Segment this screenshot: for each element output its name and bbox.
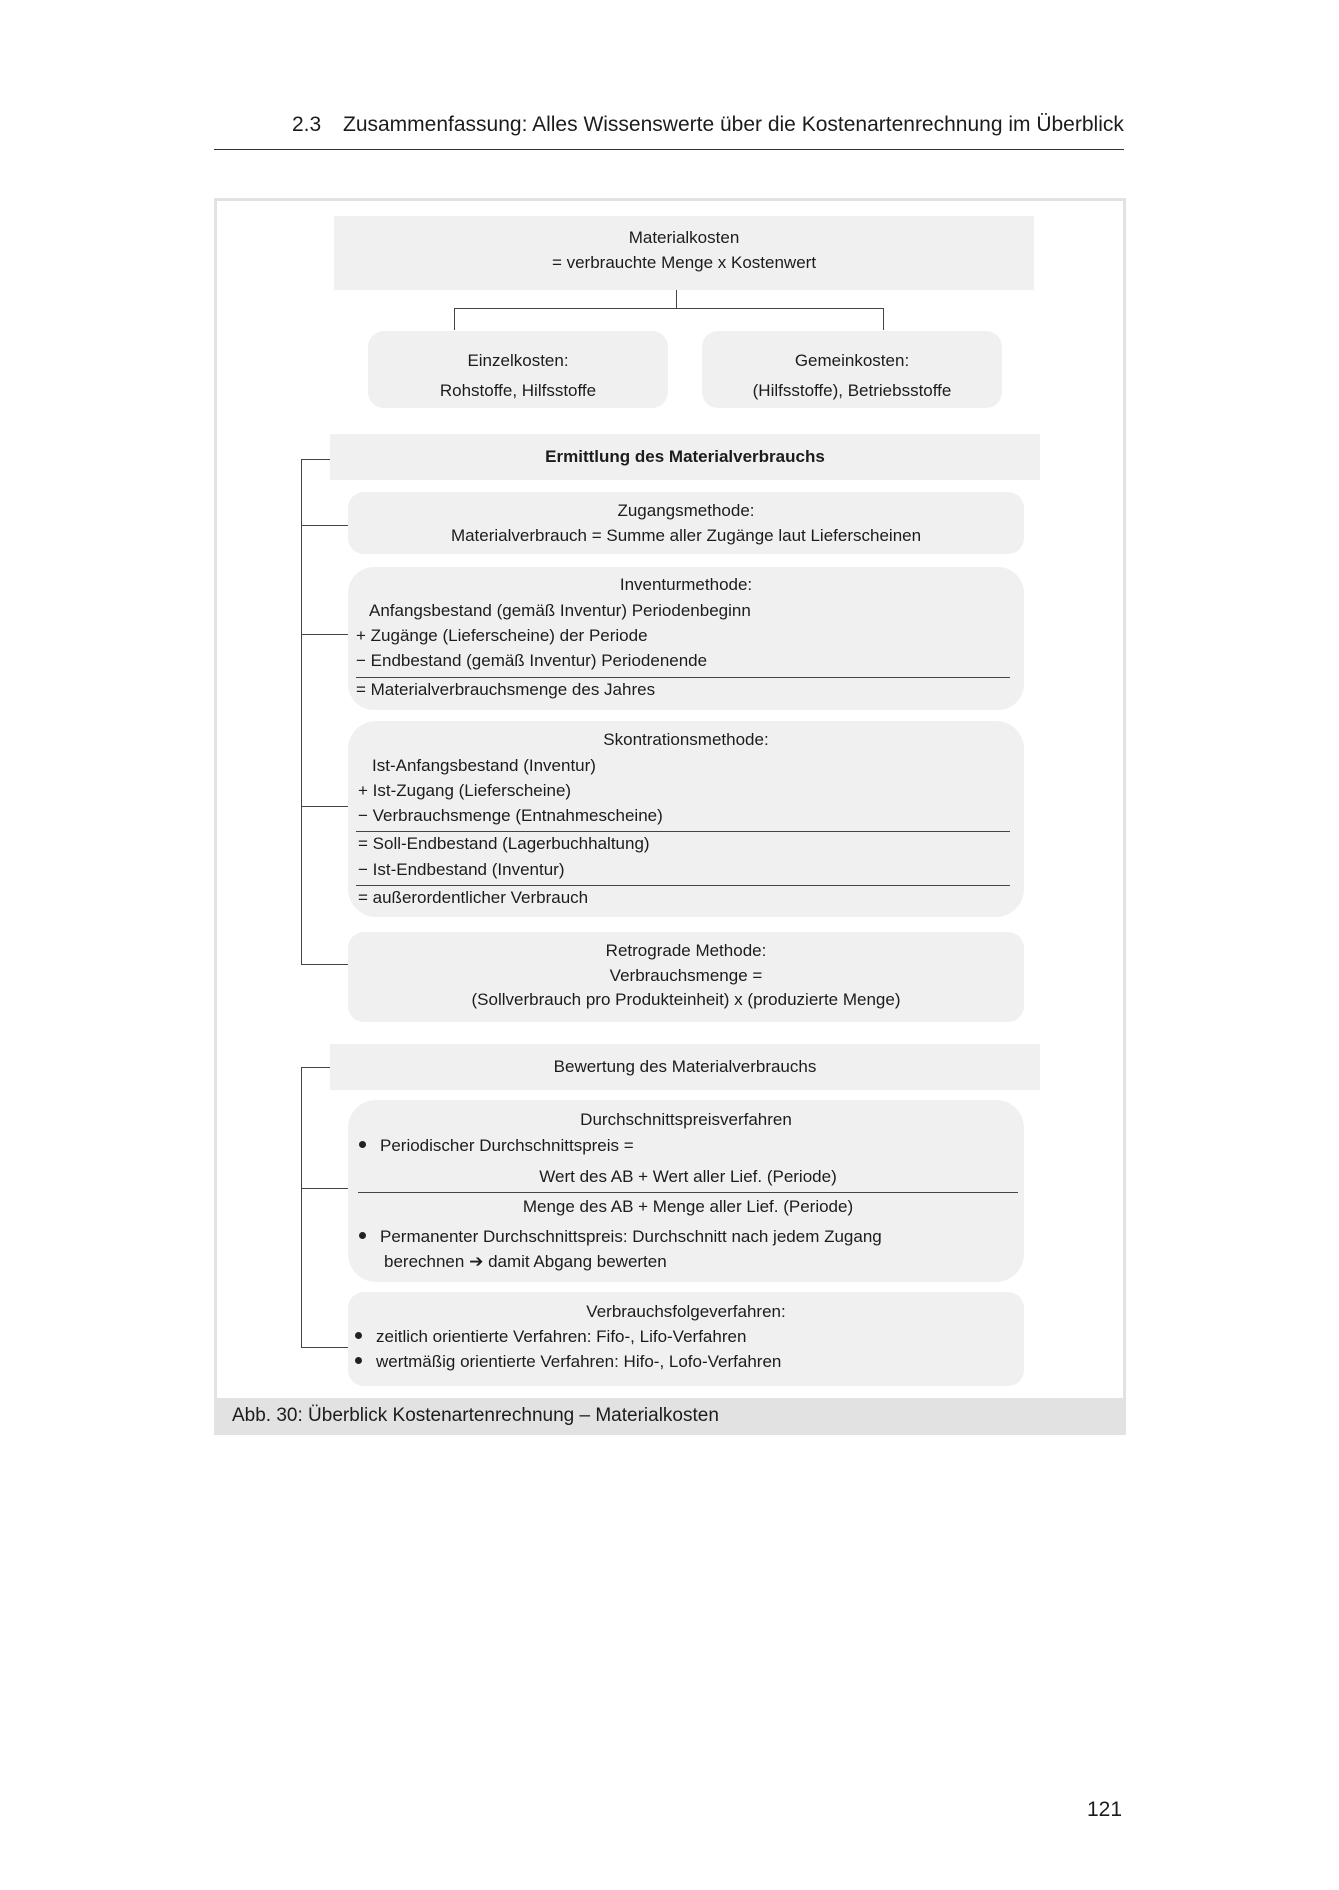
bullet-text: wertmäßig orientierte Verfahren: Hifo-, Lofo-Verfahren — [376, 1352, 782, 1371]
skontration-line: = außerordentlicher Verbrauch — [358, 888, 589, 907]
header-rule — [214, 149, 1124, 150]
tree-connector — [454, 308, 884, 309]
gemeinkosten-title: Gemeinkosten: — [794, 351, 910, 370]
page-number: 121 — [1087, 1798, 1123, 1821]
sum-rule — [356, 831, 1010, 832]
section-number: 2.3 — [292, 113, 322, 136]
skontration-line: + Ist-Zugang (Lieferscheine) — [358, 781, 572, 800]
ermittlung-header: Ermittlung des Materialverbrauchs — [330, 434, 1040, 480]
bracket-tick — [301, 1188, 348, 1189]
bracket-tick — [301, 1347, 348, 1348]
zugangsmethode-box — [348, 492, 1024, 554]
bracket-tick — [301, 806, 348, 807]
tree-connector — [676, 290, 677, 308]
skontration-line: − Verbrauchsmenge (Entnahmescheine) — [358, 806, 663, 825]
fraction-numerator: Wert des AB + Wert aller Lief. (Periode) — [539, 1167, 837, 1186]
bracket-tick — [301, 964, 348, 965]
bullet-text: Permanenter Durchschnittspreis: Durchschnitt nach jedem Zugang — [380, 1227, 882, 1246]
bullet-text: zeitlich orientierte Verfahren: Fifo-, Lifo-Verfahren — [376, 1327, 747, 1346]
einzelkosten-items: Rohstoffe, Hilfsstoffe — [439, 381, 597, 400]
section-title: Zusammenfassung: Alles Wissenswerte über die Kostenartenrechnung im Überblick — [343, 113, 1124, 136]
tree-connector — [883, 308, 884, 330]
durchschnittspreisverfahren-title: Durchschnittspreisverfahren — [580, 1110, 792, 1129]
arrow-right-icon: ➔ — [469, 1252, 484, 1271]
einzelkosten-box — [368, 331, 668, 408]
bracket-tick — [301, 459, 330, 460]
tree-connector — [454, 308, 455, 330]
verbrauchsfolgeverfahren-title: Verbrauchsfolgeverfahren: — [586, 1302, 786, 1321]
bullet-icon — [355, 1357, 362, 1364]
zugangsmethode-formula: Materialverbrauch = Summe aller Zugänge laut Lieferscheinen — [450, 525, 922, 545]
bullet-text: berechnen — [384, 1252, 465, 1271]
gemeinkosten-items: (Hilfsstoffe), Betriebsstoffe — [752, 381, 952, 400]
skontrationsmethode-title: Skontrationsmethode: — [603, 730, 769, 749]
retrograde-methode-line: (Sollverbrauch pro Produkteinheit) x (produzierte Menge) — [471, 990, 901, 1009]
bracket-tick — [301, 1067, 330, 1068]
fraction-rule — [358, 1192, 1018, 1193]
figure-caption: Abb. 30: Überblick Kostenartenrechnung – Materialkosten — [232, 1405, 719, 1426]
fraction-denominator: Menge des AB + Menge aller Lief. (Periode) — [522, 1197, 854, 1216]
materialkosten-box — [334, 216, 1034, 290]
retrograde-methode-line: Verbrauchsmenge = — [609, 965, 763, 985]
bullet-continuation — [384, 1252, 667, 1272]
bullet-icon — [359, 1141, 366, 1148]
sum-rule — [356, 677, 1010, 678]
inventur-line: − Endbestand (gemäß Inventur) Periodenende — [356, 651, 708, 670]
skontration-line: Ist-Anfangsbestand (Inventur) — [372, 756, 596, 775]
zugangsmethode-title: Zugangsmethode: — [617, 501, 755, 520]
bullet-icon — [359, 1232, 366, 1239]
retrograde-methode-title: Retrograde Methode: — [605, 941, 767, 960]
skontration-line: = Soll-Endbestand (Lagerbuchhaltung) — [358, 834, 650, 853]
gemeinkosten-box — [702, 331, 1002, 408]
ermittlung-bracket — [301, 459, 302, 964]
bewertung-bracket — [301, 1067, 302, 1347]
durchschnitt-bullet-item — [359, 1227, 882, 1247]
verbrauchsfolge-bullet-item — [355, 1352, 781, 1372]
bullet-icon — [355, 1332, 362, 1339]
inventur-line: Anfangsbestand (gemäß Inventur) Periodenbeginn — [369, 601, 751, 620]
verbrauchsfolge-bullet-item — [355, 1327, 746, 1347]
materialkosten-formula: = verbrauchte Menge x Kostenwert — [551, 252, 817, 272]
bullet-text: damit Abgang bewerten — [488, 1252, 667, 1271]
bracket-tick — [301, 634, 348, 635]
inventurmethode-title: Inventurmethode: — [619, 575, 753, 594]
bracket-tick — [301, 525, 348, 526]
bewertung-header: Bewertung des Materialverbrauchs — [330, 1044, 1040, 1090]
sum-rule — [356, 885, 1010, 886]
durchschnitt-bullet-item — [359, 1136, 634, 1156]
inventur-line: = Materialverbrauchsmenge des Jahres — [356, 680, 656, 699]
inventur-line: + Zugänge (Lieferscheine) der Periode — [356, 626, 648, 645]
retrograde-methode-box — [348, 932, 1024, 1022]
materialkosten-title: Materialkosten — [628, 228, 740, 247]
einzelkosten-title: Einzelkosten: — [467, 351, 569, 370]
skontration-line: − Ist-Endbestand (Inventur) — [358, 860, 565, 879]
bullet-text: Periodischer Durchschnittspreis = — [380, 1136, 634, 1155]
